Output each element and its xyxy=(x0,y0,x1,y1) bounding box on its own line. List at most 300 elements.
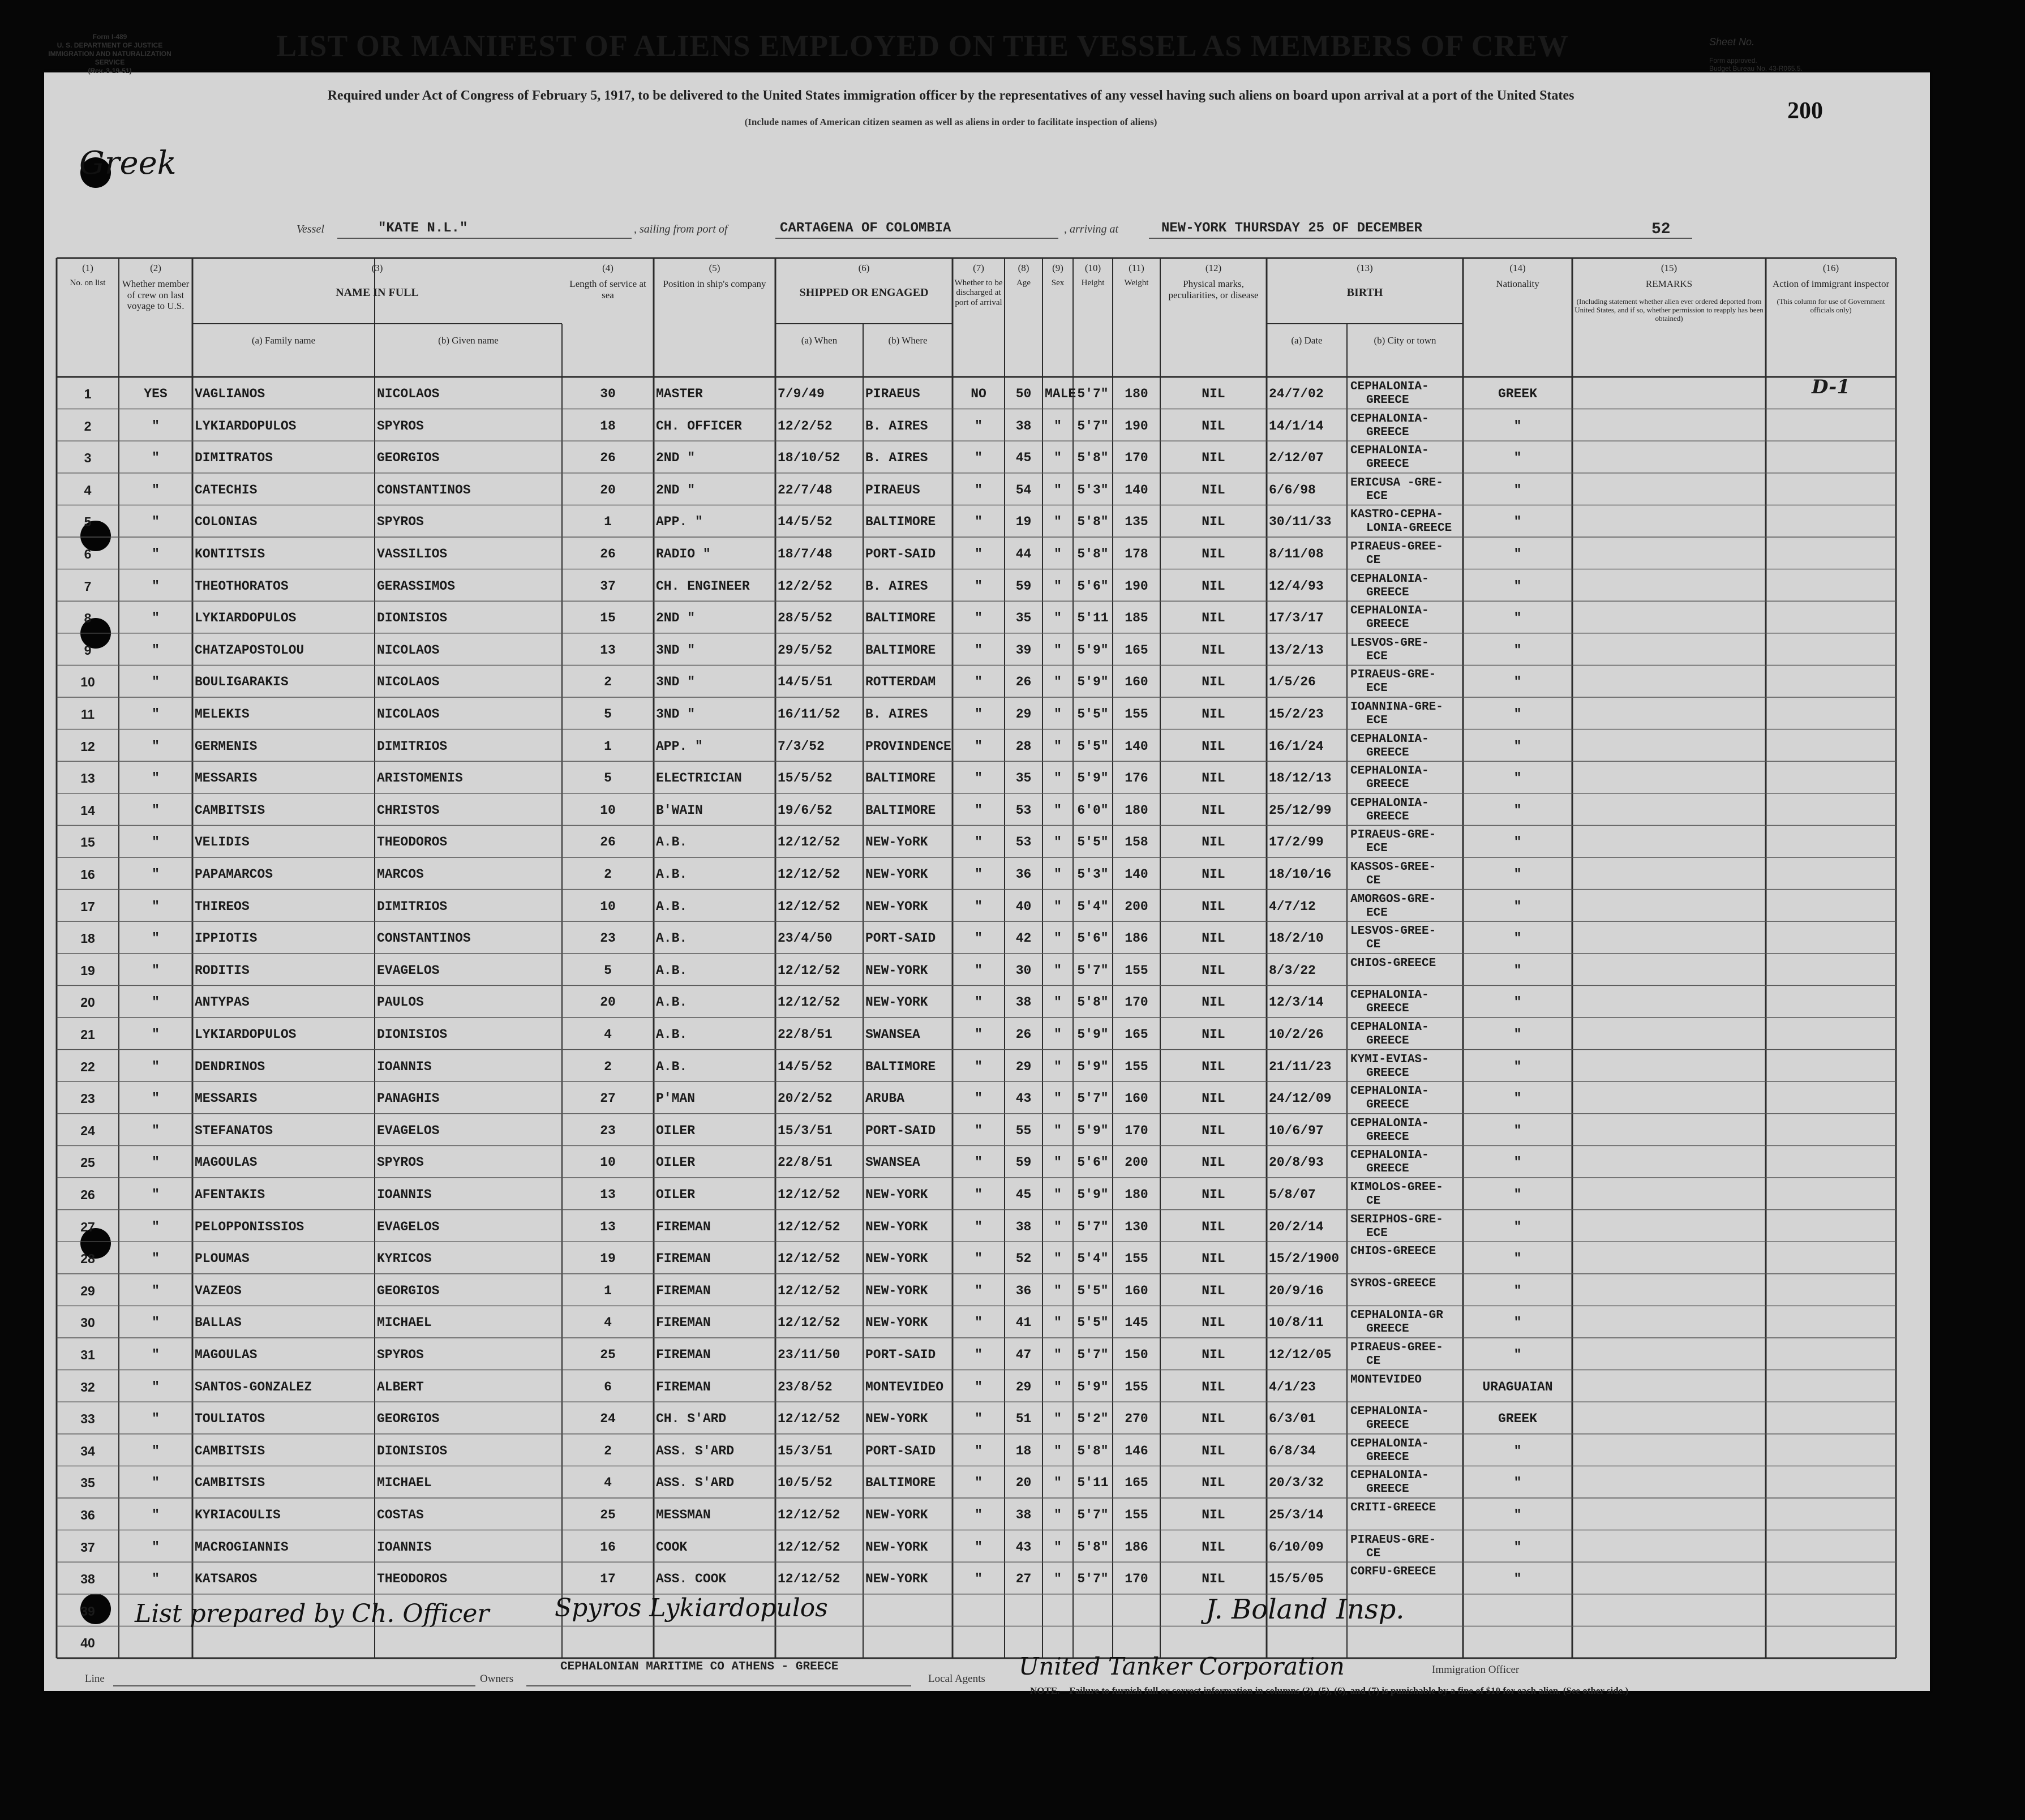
row-17-height: 5'4" xyxy=(1077,899,1109,914)
row-24-height: 5'9" xyxy=(1077,1123,1109,1138)
row-24-birthplace: CEPHALONIA- GREECE xyxy=(1350,1117,1429,1144)
row-31-given: SPYROS xyxy=(377,1347,424,1362)
row-36-height: 5'7" xyxy=(1077,1508,1109,1522)
row-18-when: 23/4/50 xyxy=(778,931,833,946)
row-37-age: 43 xyxy=(1015,1539,1032,1555)
row-10-age: 26 xyxy=(1015,675,1032,690)
row-20-discharge: " xyxy=(975,995,983,1010)
row-22-given: IOANNIS xyxy=(377,1059,432,1074)
row-36-given: COSTAS xyxy=(377,1508,424,1522)
row-13-when: 15/5/52 xyxy=(778,771,833,786)
row-12-where: PROVINDENCE xyxy=(865,739,951,754)
row-22-length: 2 xyxy=(604,1059,612,1074)
row-38-given: THEODOROS xyxy=(377,1572,448,1587)
row-33-discharge: " xyxy=(975,1411,983,1427)
vessel-name: "KATE N.L." xyxy=(378,221,468,236)
row-3-age: 45 xyxy=(1015,450,1032,466)
row-29-when: 12/12/52 xyxy=(778,1283,840,1298)
row-19-when: 12/12/52 xyxy=(778,963,840,978)
column-header-c12: Physical marks, peculiarities, or disease xyxy=(1168,278,1259,301)
row-7-given: GERASSIMOS xyxy=(377,578,456,594)
row-35-prev: " xyxy=(152,1475,160,1491)
row-18-family: IPPIOTIS xyxy=(195,931,258,946)
row-37-given: IOANNIS xyxy=(377,1539,432,1555)
row-3-when: 18/10/52 xyxy=(778,450,840,466)
row-1-discharge: NO xyxy=(971,387,986,401)
row-22-marks: NIL xyxy=(1202,1059,1225,1074)
row-23-height: 5'7" xyxy=(1077,1091,1109,1106)
arrival-year: 52 xyxy=(1651,221,1671,238)
row-12-marks: NIL xyxy=(1202,739,1225,754)
row-22-prev: " xyxy=(152,1059,160,1074)
row-11-where: B. AIRES xyxy=(865,707,928,722)
row-20-position: A.B. xyxy=(656,995,688,1010)
row-7-sex: " xyxy=(1054,578,1062,594)
row-5-birthplace: KASTRO-CEPHA- LONIA-GREECE xyxy=(1350,508,1452,535)
row-17-position: A.B. xyxy=(656,899,688,914)
row-9-height: 5'9" xyxy=(1077,642,1109,658)
row-13-marks: NIL xyxy=(1202,771,1225,786)
row-37-birthplace: PIRAEUS-GRE- CE xyxy=(1350,1533,1436,1560)
row-16-bdate: 18/10/16 xyxy=(1269,867,1332,882)
row-14-birthplace: CEPHALONIA- GREECE xyxy=(1350,796,1429,823)
row-26-length: 13 xyxy=(600,1187,616,1202)
row-37-length: 16 xyxy=(600,1539,616,1555)
row-2-weight: 190 xyxy=(1125,418,1148,433)
row-17-nationality: " xyxy=(1513,899,1522,914)
row-32-marks: NIL xyxy=(1202,1379,1225,1394)
row-21-weight: 165 xyxy=(1125,1027,1148,1042)
row-10-family: BOULIGARAKIS xyxy=(195,675,289,690)
row-6-discharge: " xyxy=(975,547,983,561)
row-36-birthplace: CRITI-GREECE xyxy=(1350,1501,1436,1514)
row-11-height: 5'5" xyxy=(1077,707,1109,722)
row-18-height: 5'6" xyxy=(1077,931,1109,946)
row-32-when: 23/8/52 xyxy=(778,1379,833,1394)
row-1-birthplace: CEPHALONIA- GREECE xyxy=(1350,380,1429,407)
row-3-given: GEORGIOS xyxy=(377,450,440,466)
row-30-discharge: " xyxy=(975,1315,983,1330)
row-33-length: 24 xyxy=(600,1411,616,1427)
row-1-given: NICOLAOS xyxy=(377,387,440,401)
column-subheader-c6b: (b) Where xyxy=(888,335,928,346)
row-12-sex: " xyxy=(1054,739,1062,754)
row-8-nationality: " xyxy=(1513,611,1522,626)
owners-value: CEPHALONIAN MARITIME CO ATHENS - GREECE xyxy=(560,1660,839,1673)
row-33-age: 51 xyxy=(1015,1411,1032,1427)
row-38-age: 27 xyxy=(1015,1572,1032,1587)
row-36-sex: " xyxy=(1054,1508,1062,1522)
sailing-label: , sailing from port of xyxy=(634,223,728,235)
row-17-given: DIMITRIOS xyxy=(377,899,448,914)
row-5-bdate: 30/11/33 xyxy=(1269,514,1332,530)
row-18-discharge: " xyxy=(975,931,983,946)
row-27-prev: " xyxy=(152,1219,160,1234)
row-11-discharge: " xyxy=(975,707,983,722)
row-38-when: 12/12/52 xyxy=(778,1572,840,1587)
row-36-family: KYRIACOULIS xyxy=(195,1508,281,1522)
row-13-weight: 176 xyxy=(1125,771,1148,786)
row-2-position: CH. OFFICER xyxy=(656,418,742,433)
column-header-c5: Position in ship's company xyxy=(663,278,766,289)
row-8-sex: " xyxy=(1054,611,1062,626)
row-5-prev: " xyxy=(152,514,160,530)
row-18-birthplace: LESVOS-GREE- CE xyxy=(1350,925,1436,952)
row-8-birthplace: CEPHALONIA- GREECE xyxy=(1350,604,1429,632)
row-28-weight: 155 xyxy=(1125,1251,1148,1267)
row-12-age: 28 xyxy=(1015,739,1032,754)
row-1-weight: 180 xyxy=(1125,387,1148,401)
row-3-birthplace: CEPHALONIA- GREECE xyxy=(1350,444,1429,471)
row-27-nationality: " xyxy=(1513,1219,1522,1234)
row-33-birthplace: CEPHALONIA- GREECE xyxy=(1350,1405,1429,1432)
row-6-position: RADIO " xyxy=(656,547,711,561)
row-36-weight: 155 xyxy=(1125,1508,1148,1522)
row-30-given: MICHAEL xyxy=(377,1315,432,1330)
row-25-discharge: " xyxy=(975,1155,983,1170)
row-9-no: 9 xyxy=(84,642,92,658)
row-19-position: A.B. xyxy=(656,963,688,978)
column-number-c16: (16) xyxy=(1822,263,1839,273)
row-16-weight: 140 xyxy=(1125,867,1148,882)
row-23-weight: 160 xyxy=(1125,1091,1148,1106)
row-4-bdate: 6/6/98 xyxy=(1269,482,1316,497)
row-28-bdate: 15/2/1900 xyxy=(1269,1251,1340,1267)
row-26-weight: 180 xyxy=(1125,1187,1148,1202)
column-header-c13: BIRTH xyxy=(1346,286,1383,299)
row-11-weight: 155 xyxy=(1125,707,1148,722)
row-17-when: 12/12/52 xyxy=(778,899,840,914)
row-2-age: 38 xyxy=(1015,418,1032,433)
row-1-action: D-1 xyxy=(1812,376,1850,398)
row-1-age: 50 xyxy=(1015,387,1032,401)
row-12-discharge: " xyxy=(975,739,983,754)
row-7-bdate: 12/4/93 xyxy=(1269,578,1324,594)
row-4-no: 4 xyxy=(84,482,92,497)
row-18-prev: " xyxy=(152,931,160,946)
row-32-prev: " xyxy=(152,1379,160,1394)
row-36-length: 25 xyxy=(600,1508,616,1522)
row-31-length: 25 xyxy=(600,1347,616,1362)
row-15-prev: " xyxy=(152,835,160,850)
row-3-marks: NIL xyxy=(1202,450,1225,466)
column-header-c6: SHIPPED OR ENGAGED xyxy=(799,286,929,299)
column-subheader-c6a: (a) When xyxy=(801,335,838,346)
column-subheader-c15: (Including statement whether alien ever ordered deported from United States, and if so, whether permission to reapply has been obtained) xyxy=(1574,297,1764,323)
row-20-marks: NIL xyxy=(1202,995,1225,1010)
row-35-given: MICHAEL xyxy=(377,1475,432,1491)
row-26-given: IOANNIS xyxy=(377,1187,432,1202)
row-25-age: 59 xyxy=(1015,1155,1032,1170)
row-36-when: 12/12/52 xyxy=(778,1508,840,1522)
row-26-sex: " xyxy=(1054,1187,1062,1202)
row-2-birthplace: CEPHALONIA- GREECE xyxy=(1350,412,1429,439)
row-36-discharge: " xyxy=(975,1508,983,1522)
row-34-given: DIONISIOS xyxy=(377,1443,448,1458)
row-30-bdate: 10/8/11 xyxy=(1269,1315,1324,1330)
row-35-where: BALTIMORE xyxy=(865,1475,936,1491)
row-39-no: 39 xyxy=(80,1603,95,1619)
row-19-length: 5 xyxy=(604,963,612,978)
row-38-birthplace: CORFU-GREECE xyxy=(1350,1565,1436,1579)
row-9-nationality: " xyxy=(1513,642,1522,658)
column-header-c14: Nationality xyxy=(1496,278,1539,289)
row-13-position: ELECTRICIAN xyxy=(656,771,742,786)
row-1-no: 1 xyxy=(84,387,92,401)
row-29-position: FIREMAN xyxy=(656,1283,711,1298)
row-19-where: NEW-YORK xyxy=(865,963,928,978)
column-header-c7: Whether to be discharged at port of arrival xyxy=(954,278,1003,307)
row-4-height: 5'3" xyxy=(1077,482,1109,497)
row-36-nationality: " xyxy=(1513,1508,1522,1522)
row-24-position: OILER xyxy=(656,1123,696,1138)
column-number-c10: (10) xyxy=(1084,263,1101,273)
row-29-discharge: " xyxy=(975,1283,983,1298)
row-14-no: 14 xyxy=(80,802,95,818)
row-15-age: 53 xyxy=(1015,835,1032,850)
row-5-nationality: " xyxy=(1513,514,1522,530)
row-22-position: A.B. xyxy=(656,1059,688,1074)
row-13-age: 35 xyxy=(1015,771,1032,786)
row-40-no: 40 xyxy=(80,1636,95,1651)
row-13-family: MESSARIS xyxy=(195,771,258,786)
row-24-bdate: 10/6/97 xyxy=(1269,1123,1324,1138)
row-32-age: 29 xyxy=(1015,1379,1032,1394)
row-32-family: SANTOS-GONZALEZ xyxy=(195,1379,312,1394)
row-10-birthplace: PIRAEUS-GRE- ECE xyxy=(1350,668,1436,696)
row-11-marks: NIL xyxy=(1202,707,1225,722)
row-33-given: GEORGIOS xyxy=(377,1411,440,1427)
row-13-bdate: 18/12/13 xyxy=(1269,771,1332,786)
row-16-given: MARCOS xyxy=(377,867,424,882)
row-25-given: SPYROS xyxy=(377,1155,424,1170)
row-15-weight: 158 xyxy=(1125,835,1148,850)
row-14-length: 10 xyxy=(600,802,616,818)
row-16-where: NEW-YORK xyxy=(865,867,928,882)
row-14-where: BALTIMORE xyxy=(865,802,936,818)
row-8-family: LYKIARDOPULOS xyxy=(195,611,297,626)
inspector-signature: J. Boland Insp. xyxy=(1205,1594,1405,1625)
row-20-family: ANTYPAS xyxy=(195,995,250,1010)
row-27-no: 27 xyxy=(80,1219,95,1234)
row-33-when: 12/12/52 xyxy=(778,1411,840,1427)
row-28-given: KYRICOS xyxy=(377,1251,432,1267)
row-20-where: NEW-YORK xyxy=(865,995,928,1010)
row-34-nationality: " xyxy=(1513,1443,1522,1458)
row-30-sex: " xyxy=(1054,1315,1062,1330)
column-header-c4: Length of service at sea xyxy=(569,278,646,301)
row-19-family: RODITIS xyxy=(195,963,250,978)
row-3-family: DIMITRATOS xyxy=(195,450,273,466)
row-11-position: 3ND " xyxy=(656,707,696,722)
row-20-height: 5'8" xyxy=(1077,995,1109,1010)
arriving-label: , arriving at xyxy=(1064,223,1119,235)
row-8-position: 2ND " xyxy=(656,611,696,626)
row-8-age: 35 xyxy=(1015,611,1032,626)
row-14-prev: " xyxy=(152,802,160,818)
row-33-height: 5'2" xyxy=(1077,1411,1109,1427)
row-36-age: 38 xyxy=(1015,1508,1032,1522)
row-24-given: EVAGELOS xyxy=(377,1123,440,1138)
row-18-given: CONSTANTINOS xyxy=(377,931,471,946)
row-38-bdate: 15/5/05 xyxy=(1269,1572,1324,1587)
column-number-c9: (9) xyxy=(1052,263,1063,273)
row-22-nationality: " xyxy=(1513,1059,1522,1074)
row-17-sex: " xyxy=(1054,899,1062,914)
row-11-prev: " xyxy=(152,707,160,722)
row-16-when: 12/12/52 xyxy=(778,867,840,882)
row-4-discharge: " xyxy=(975,482,983,497)
row-5-position: APP. " xyxy=(656,514,703,530)
local-agents-value: United Tanker Corporation xyxy=(1019,1652,1345,1680)
row-37-position: COOK xyxy=(656,1539,688,1555)
row-15-sex: " xyxy=(1054,835,1062,850)
row-9-discharge: " xyxy=(975,642,983,658)
row-34-age: 18 xyxy=(1015,1443,1032,1458)
row-32-length: 6 xyxy=(604,1379,612,1394)
row-37-prev: " xyxy=(152,1539,160,1555)
row-37-marks: NIL xyxy=(1202,1539,1225,1555)
row-7-discharge: " xyxy=(975,578,983,594)
row-9-marks: NIL xyxy=(1202,642,1225,658)
row-27-family: PELOPPONISSIOS xyxy=(195,1219,304,1234)
row-23-discharge: " xyxy=(975,1091,983,1106)
row-33-nationality: GREEK xyxy=(1498,1411,1537,1427)
row-25-sex: " xyxy=(1054,1155,1062,1170)
row-12-length: 1 xyxy=(604,739,612,754)
row-5-length: 1 xyxy=(604,514,612,530)
row-4-birthplace: ERICUSA -GRE- ECE xyxy=(1350,476,1443,503)
row-34-length: 2 xyxy=(604,1443,612,1458)
row-23-age: 43 xyxy=(1015,1091,1032,1106)
instruction-subtitle: (Include names of American citizen seamen as well as aliens in order to facilitate inspection of aliens) xyxy=(744,117,1157,127)
row-15-bdate: 17/2/99 xyxy=(1269,835,1324,850)
row-11-bdate: 15/2/23 xyxy=(1269,707,1324,722)
column-number-c14: (14) xyxy=(1509,263,1526,273)
row-15-birthplace: PIRAEUS-GRE- ECE xyxy=(1350,829,1436,856)
row-35-marks: NIL xyxy=(1202,1475,1225,1491)
row-12-position: APP. " xyxy=(656,739,703,754)
row-6-birthplace: PIRAEUS-GREE- CE xyxy=(1350,540,1443,567)
row-2-nationality: " xyxy=(1513,418,1522,433)
row-23-prev: " xyxy=(152,1091,160,1106)
row-25-height: 5'6" xyxy=(1077,1155,1109,1170)
column-header-c1: No. on list xyxy=(70,278,106,287)
row-15-discharge: " xyxy=(975,835,983,850)
row-19-prev: " xyxy=(152,963,160,978)
row-14-position: B'WAIN xyxy=(656,802,703,818)
row-5-weight: 135 xyxy=(1125,514,1148,530)
row-10-height: 5'9" xyxy=(1077,675,1109,690)
row-31-family: MAGOULAS xyxy=(195,1347,258,1362)
row-4-position: 2ND " xyxy=(656,482,696,497)
row-25-weight: 200 xyxy=(1125,1155,1148,1170)
row-24-length: 23 xyxy=(600,1123,616,1138)
row-31-no: 31 xyxy=(80,1347,95,1362)
row-8-weight: 185 xyxy=(1125,611,1148,626)
row-1-height: 5'7" xyxy=(1077,387,1109,401)
row-5-where: BALTIMORE xyxy=(865,514,936,530)
row-21-sex: " xyxy=(1054,1027,1062,1042)
row-29-nationality: " xyxy=(1513,1283,1522,1298)
column-number-c3: (3) xyxy=(371,263,383,273)
row-18-bdate: 18/2/10 xyxy=(1269,931,1324,946)
row-31-age: 47 xyxy=(1015,1347,1032,1362)
row-6-marks: NIL xyxy=(1202,547,1225,561)
row-22-discharge: " xyxy=(975,1059,983,1074)
row-13-given: ARISTOMENIS xyxy=(377,771,463,786)
row-15-where: NEW-YoRK xyxy=(865,835,928,850)
row-12-nationality: " xyxy=(1513,739,1522,754)
row-26-position: OILER xyxy=(656,1187,696,1202)
row-28-prev: " xyxy=(152,1251,160,1267)
row-3-prev: " xyxy=(152,450,160,466)
row-23-when: 20/2/52 xyxy=(778,1091,833,1106)
row-5-sex: " xyxy=(1054,514,1062,530)
row-35-bdate: 20/3/32 xyxy=(1269,1475,1324,1491)
row-16-age: 36 xyxy=(1015,867,1032,882)
row-16-position: A.B. xyxy=(656,867,688,882)
page-title: LIST OR MANIFEST OF ALIENS EMPLOYED ON THE VESSEL AS MEMBERS OF CREW xyxy=(276,29,1569,63)
row-31-when: 23/11/50 xyxy=(778,1347,840,1362)
row-25-length: 10 xyxy=(600,1155,616,1170)
row-33-no: 33 xyxy=(80,1411,95,1427)
row-6-nationality: " xyxy=(1513,547,1522,561)
row-27-when: 12/12/52 xyxy=(778,1219,840,1234)
row-9-sex: " xyxy=(1054,642,1062,658)
row-8-marks: NIL xyxy=(1202,611,1225,626)
row-18-where: PORT-SAID xyxy=(865,931,936,946)
row-21-where: SWANSEA xyxy=(865,1027,920,1042)
row-3-no: 3 xyxy=(84,450,92,466)
row-28-no: 28 xyxy=(80,1251,95,1267)
row-4-sex: " xyxy=(1054,482,1062,497)
row-10-given: NICOLAOS xyxy=(377,675,440,690)
row-6-family: KONTITSIS xyxy=(195,547,265,561)
row-23-family: MESSARIS xyxy=(195,1091,258,1106)
column-subheader-c3b: (b) Given name xyxy=(438,335,499,346)
row-15-position: A.B. xyxy=(656,835,688,850)
row-26-discharge: " xyxy=(975,1187,983,1202)
row-31-birthplace: PIRAEUS-GREE- CE xyxy=(1350,1341,1443,1368)
row-30-birthplace: CEPHALONIA-GR GREECE xyxy=(1350,1309,1443,1336)
row-25-bdate: 20/8/93 xyxy=(1269,1155,1324,1170)
row-36-where: NEW-YORK xyxy=(865,1508,928,1522)
row-8-bdate: 17/3/17 xyxy=(1269,611,1324,626)
row-34-marks: NIL xyxy=(1202,1443,1225,1458)
row-26-prev: " xyxy=(152,1187,160,1202)
row-30-family: BALLAS xyxy=(195,1315,242,1330)
row-24-when: 15/3/51 xyxy=(778,1123,833,1138)
row-9-weight: 165 xyxy=(1125,642,1148,658)
row-31-where: PORT-SAID xyxy=(865,1347,936,1362)
row-11-family: MELEKIS xyxy=(195,707,250,722)
row-6-where: PORT-SAID xyxy=(865,547,936,561)
row-21-birthplace: CEPHALONIA- GREECE xyxy=(1350,1021,1429,1048)
row-21-nationality: " xyxy=(1513,1027,1522,1042)
row-38-prev: " xyxy=(152,1572,160,1587)
row-28-height: 5'4" xyxy=(1077,1251,1109,1267)
row-5-given: SPYROS xyxy=(377,514,424,530)
row-25-where: SWANSEA xyxy=(865,1155,920,1170)
row-14-sex: " xyxy=(1054,802,1062,818)
column-number-c8: (8) xyxy=(1018,263,1029,273)
row-4-length: 20 xyxy=(600,482,616,497)
row-32-birthplace: MONTEVIDEO xyxy=(1350,1373,1422,1387)
row-26-where: NEW-YORK xyxy=(865,1187,928,1202)
row-34-where: PORT-SAID xyxy=(865,1443,936,1458)
row-28-sex: " xyxy=(1054,1251,1062,1267)
